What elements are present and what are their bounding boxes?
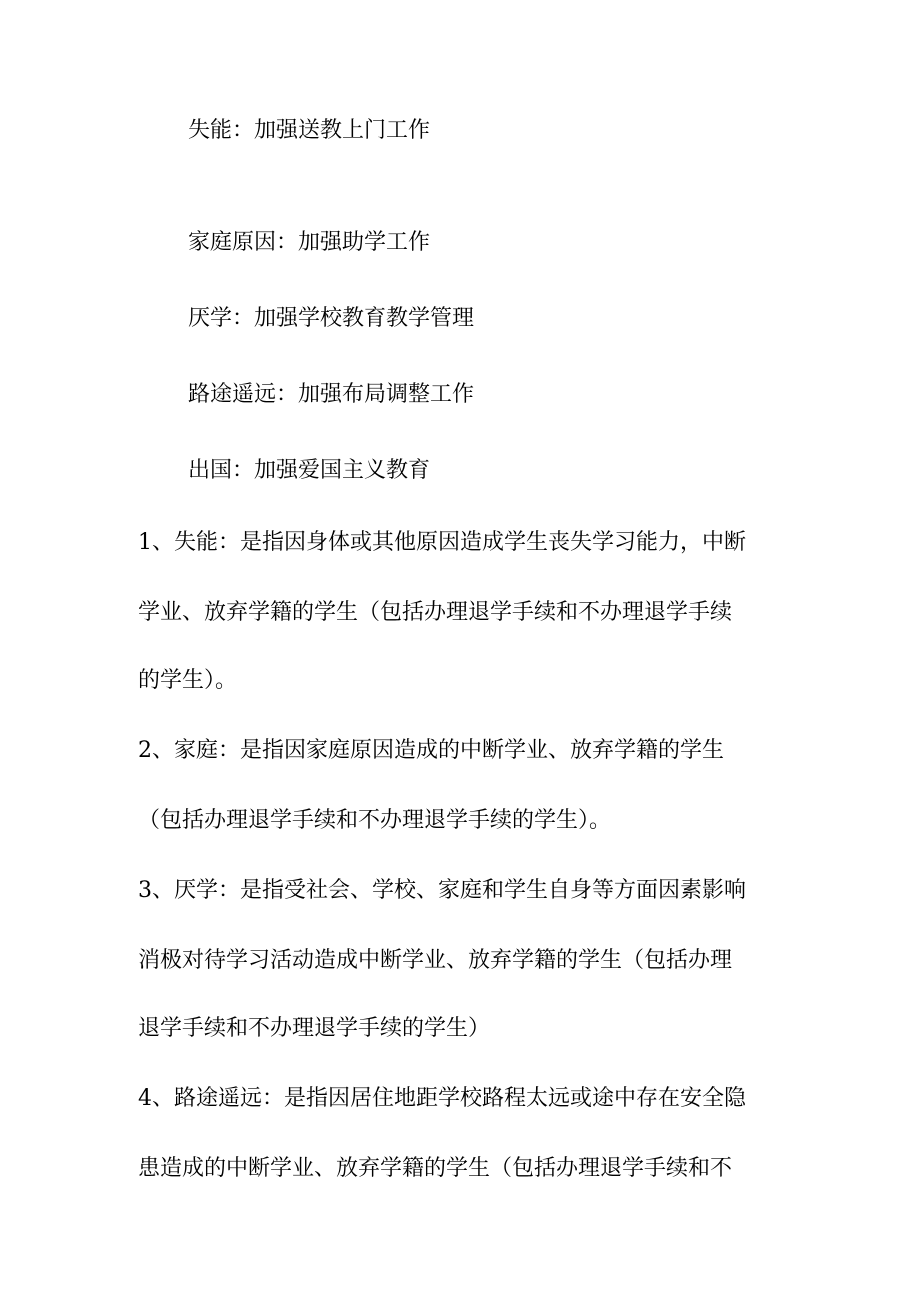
definition-4-line-1: 4、路途遥远：是指因居住地距学校路程太远或途中存在安全隐: [138, 1086, 746, 1111]
definition-1-line-2: 学业、放弃学籍的学生（包括办理退学手续和不办理退学手续: [138, 600, 733, 625]
definition-1-line-1: 1、失能：是指因身体或其他原因造成学生丧失学习能力，中断: [138, 530, 746, 555]
definition-3-line-2: 消极对待学习活动造成中断学业、放弃学籍的学生（包括办理: [138, 948, 733, 973]
definition-3-line-1: 3、厌学：是指受社会、学校、家庭和学生自身等方面因素影响: [138, 878, 746, 903]
definition-2-line-2: （包括办理退学手续和不办理退学手续的学生）。: [138, 808, 612, 833]
measure-item-disability: 失能：加强送教上门工作: [188, 118, 431, 143]
measure-item-abroad: 出国：加强爱国主义教育: [188, 458, 431, 483]
measure-item-family: 家庭原因：加强助学工作: [188, 230, 431, 255]
definition-1-line-3: 的学生）。: [138, 668, 238, 693]
measure-item-distance: 路途遥远：加强布局调整工作: [188, 382, 475, 407]
measure-item-weariness: 厌学：加强学校教育教学管理: [188, 306, 475, 331]
definition-4-line-2: 患造成的中断学业、放弃学籍的学生（包括办理退学手续和不: [138, 1156, 733, 1181]
definition-3-line-3: 退学手续和不办理退学手续的学生）: [138, 1016, 491, 1041]
definition-2-line-1: 2、家庭：是指因家庭原因造成的中断学业、放弃学籍的学生: [138, 738, 724, 763]
